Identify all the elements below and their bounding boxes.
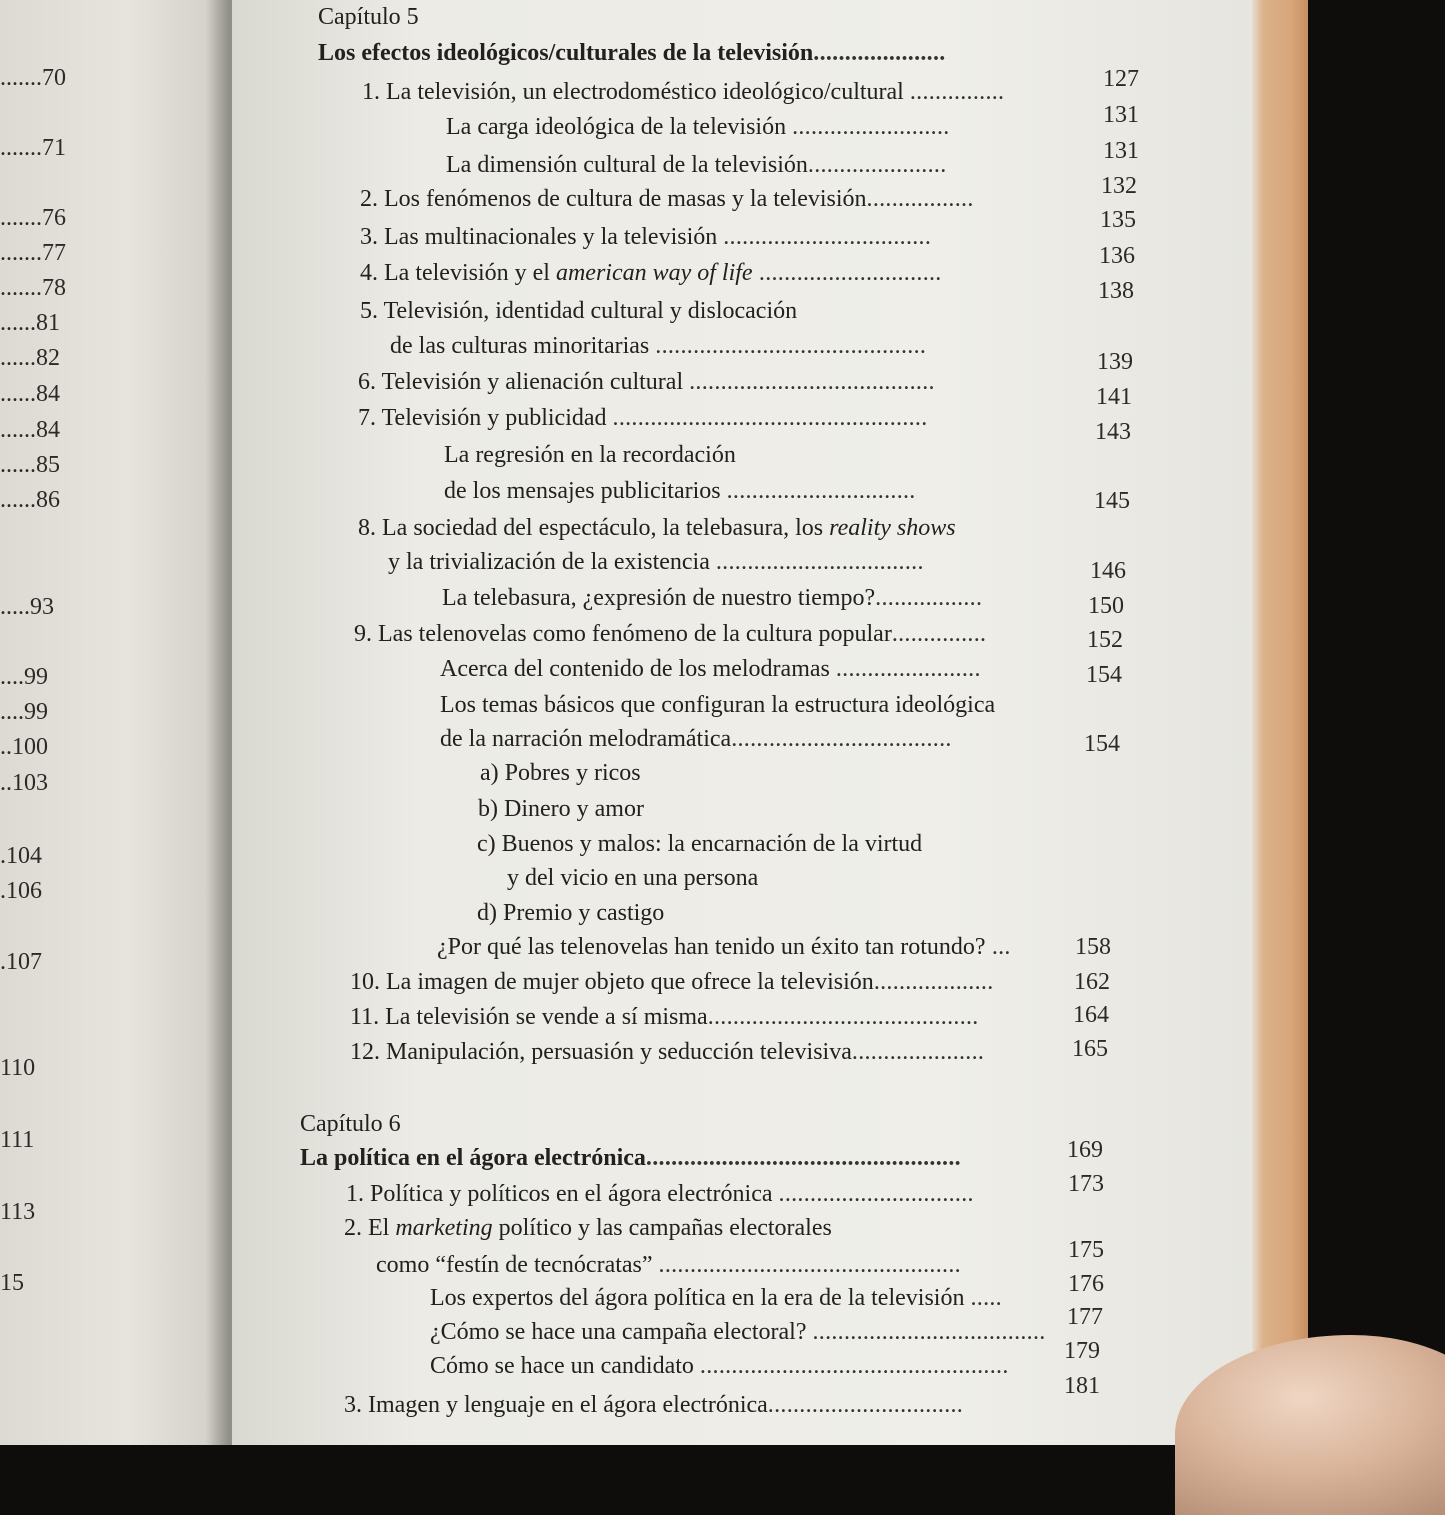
toc-entry [358,368,935,396]
left-page-number: 113 [0,1199,36,1225]
toc-entry-page: 139 [1097,349,1133,375]
toc-entry [350,1003,979,1031]
toc-entry-page: 162 [1074,969,1110,995]
toc-entry-italic: marketing [395,1215,493,1241]
toc-entry-page: 154 [1086,662,1122,688]
left-page-number: 110 [0,1055,36,1081]
toc-entry-text: de las culturas minoritarias [390,333,656,359]
chapter-title-page: 169 [1067,1137,1103,1163]
leader-dots: ................. [875,585,983,611]
chapter-title-text: La política en el ágora electrónica [300,1145,646,1171]
leader-dots: ....................................... [689,369,935,395]
toc-entry-text: ¿Por qué las telenovelas han tenido un éxito tan rotundo? [437,934,986,960]
toc-entry [344,1391,963,1419]
toc-entry-page: 173 [1068,1171,1104,1197]
toc-entry [346,1180,974,1208]
toc-entry-text: Los expertos del ágora política en la era de la televisión [430,1285,971,1311]
leader-dots: ............................. [752,260,942,286]
toc-entry-text: 1. La televisión, un electrodoméstico ideológico/cultural [362,79,910,105]
leader-dots: ........................................... [655,333,927,359]
chapter-title [318,39,946,67]
left-page-number: .......76 [0,205,66,231]
toc-entry-page: 177 [1067,1304,1103,1330]
toc-entry: La regresión en la recordación [444,442,736,468]
toc-entry-text: ¿Cómo se hace una campaña electoral? [430,1319,813,1345]
toc-entry-page: 145 [1094,488,1130,514]
toc-entry-text: 11. La televisión se vende a sí misma [350,1004,708,1030]
toc-entry-page: 136 [1099,243,1135,269]
left-page-number: ....99 [0,699,48,725]
toc-entry: a) Pobres y ricos [480,760,641,786]
toc-entry-text: La carga ideológica de la televisión [446,114,793,140]
left-page-number: ......86 [0,487,60,513]
left-page-number: ......84 [0,381,60,407]
leader-dots: .................................................. [612,405,928,431]
toc-entry [344,1214,832,1242]
toc-entry-text: 3. Las multinacionales y la televisión [360,224,724,250]
left-page-number: .104 [0,843,42,869]
toc-entry-text: 7. Televisión y publicidad [358,405,613,431]
toc-entry-page: 132 [1101,173,1137,199]
toc-entry [358,514,956,542]
toc-entry: Los temas básicos que configuran la estructura ideológica [440,692,996,718]
toc-entry-page: 176 [1068,1271,1104,1297]
toc-entry-text: político y las campañas electorales [492,1215,832,1241]
toc-entry [442,584,982,612]
leader-dots: ............................... [767,1392,964,1418]
toc-entry-text: 2. Los fenómenos de cultura de masas y la televisión [360,186,867,212]
leader-dots: ............... [891,621,987,647]
leader-dots: ................................................. [699,1353,1009,1379]
leader-dots: ... [985,934,1011,960]
toc-entry-page: 152 [1087,627,1123,653]
toc-entry [360,185,974,213]
toc-entry [390,332,926,360]
toc-entry-page: 138 [1098,278,1134,304]
leader-dots: ..................... [851,1039,985,1065]
leader-dots: ..................................... [812,1319,1046,1345]
toc-entry-text: 8. La sociedad del espectáculo, la telebasura, los [358,515,830,541]
left-page-number: .......77 [0,240,66,266]
toc-entry [350,968,994,996]
toc-entry-page: 135 [1100,207,1136,233]
toc-entry-text: 4. La televisión y el [360,260,556,286]
toc-entry [376,1251,961,1279]
left-page-number: ......84 [0,417,60,443]
toc-entry-text: Cómo se hace un candidato [430,1353,700,1379]
leader-dots: ..... [970,1285,1002,1311]
left-page-number: .......78 [0,275,66,301]
toc-entry [430,1284,1002,1312]
left-page-number: .106 [0,878,42,904]
toc-entry [440,725,952,753]
toc-entry [446,113,950,141]
left-page-number: ......81 [0,310,60,336]
leader-dots: ................................. [723,224,932,250]
left-page-number: .....93 [0,594,54,620]
left-page-number: ......82 [0,345,60,371]
left-page-number: ......85 [0,452,60,478]
toc-entry-text: 9. Las telenovelas como fenómeno de la cultura popular [354,621,892,647]
toc-entry: 5. Televisión, identidad cultural y dislocación [360,298,798,324]
left-page-number: ..103 [0,770,48,796]
toc-entry-text: 6. Televisión y alienación cultural [358,369,690,395]
toc-entry-page: 175 [1068,1237,1104,1263]
toc-entry [354,620,986,648]
toc-entry [360,259,942,287]
toc-entry-text: de los mensajes publicitarios [444,478,727,504]
leader-dots: ...................... [807,152,947,178]
left-page-number: .107 [0,949,42,975]
toc-entry [446,151,947,179]
leader-dots: .................................................. [645,1145,961,1171]
leader-dots: ................. [866,186,974,212]
toc-entry [388,548,924,576]
toc-entry-text: 2. El [344,1215,396,1241]
left-page-number: ..100 [0,734,48,760]
toc-entry [437,933,1011,961]
leader-dots: ............................... [778,1181,974,1207]
toc-entry-page: 154 [1084,731,1120,757]
toc-entry-page: 179 [1064,1338,1100,1364]
left-page-number: 15 [0,1270,24,1296]
toc-entry: b) Dinero y amor [478,796,644,822]
leader-dots: ............... [909,79,1005,105]
toc-entry-text: La telebasura, ¿expresión de nuestro tiempo? [442,585,876,611]
leader-dots: ................................. [715,549,924,575]
toc-entry-page: 146 [1090,558,1126,584]
toc-entry-page: 143 [1095,419,1131,445]
toc-entry [360,223,931,251]
left-page-number: ....99 [0,664,48,690]
toc-entry-page: 131 [1103,102,1139,128]
toc-entry: d) Premio y castigo [477,900,665,926]
toc-entry [444,477,916,505]
toc-entry-italic: american way of life [555,260,753,286]
leader-dots: ........................................... [707,1004,979,1030]
toc-entry-text: de la narración melodramática [440,726,732,752]
toc-entry-page: 181 [1064,1373,1100,1399]
leader-dots: ................................................ [658,1252,961,1278]
toc-entry-text: Acerca del contenido de los melodramas [440,656,836,682]
chapter-label: Capítulo 5 [318,4,419,30]
leader-dots: ................... [873,969,994,995]
toc-entry-page: 141 [1096,384,1132,410]
toc-entry-italic: reality shows [829,515,956,541]
toc-entry-text: La dimensión cultural de la televisión [446,152,808,178]
toc-entry-text: 3. Imagen y lenguaje en el ágora electrónica [344,1392,768,1418]
left-page-number: .......70 [0,65,66,91]
left-page [0,0,232,1445]
page-edge [1252,0,1308,1445]
leader-dots: ....................... [835,656,981,682]
toc-entry-text: 1. Política y políticos en el ágora electrónica [346,1181,779,1207]
toc-entry-text: como “festín de tecnócratas” [376,1252,659,1278]
toc-entry: c) Buenos y malos: la encarnación de la virtud [477,831,923,857]
chapter-label: Capítulo 6 [300,1111,401,1137]
chapter-title [300,1144,961,1172]
toc-entry-page: 164 [1073,1002,1109,1028]
leader-dots: .............................. [726,478,916,504]
chapter-title-page: 127 [1103,66,1139,92]
leader-dots: ................................... [731,726,952,752]
toc-entry-text: 10. La imagen de mujer objeto que ofrece la televisión [350,969,874,995]
toc-entry [430,1318,1046,1346]
toc-entry-text: y la trivialización de la existencia [388,549,716,575]
chapter-title-text: Los efectos ideológicos/culturales de la televisión [318,40,814,66]
toc-entry [362,78,1004,106]
toc-entry [358,404,928,432]
left-page-number: .......71 [0,135,66,161]
leader-dots: ......................... [792,114,950,140]
toc-entry-page: 158 [1075,934,1111,960]
toc-entry-page: 131 [1103,138,1139,164]
toc-entry-page: 165 [1072,1036,1108,1062]
toc-entry [440,655,981,683]
toc-entry: y del vicio en una persona [507,865,759,891]
toc-entry [350,1038,984,1066]
left-page-number: 111 [0,1127,35,1153]
leader-dots: ..................... [813,40,946,66]
toc-entry-page: 150 [1088,593,1124,619]
toc-entry-text: 12. Manipulación, persuasión y seducción televisiva [350,1039,852,1065]
toc-entry [430,1352,1009,1380]
